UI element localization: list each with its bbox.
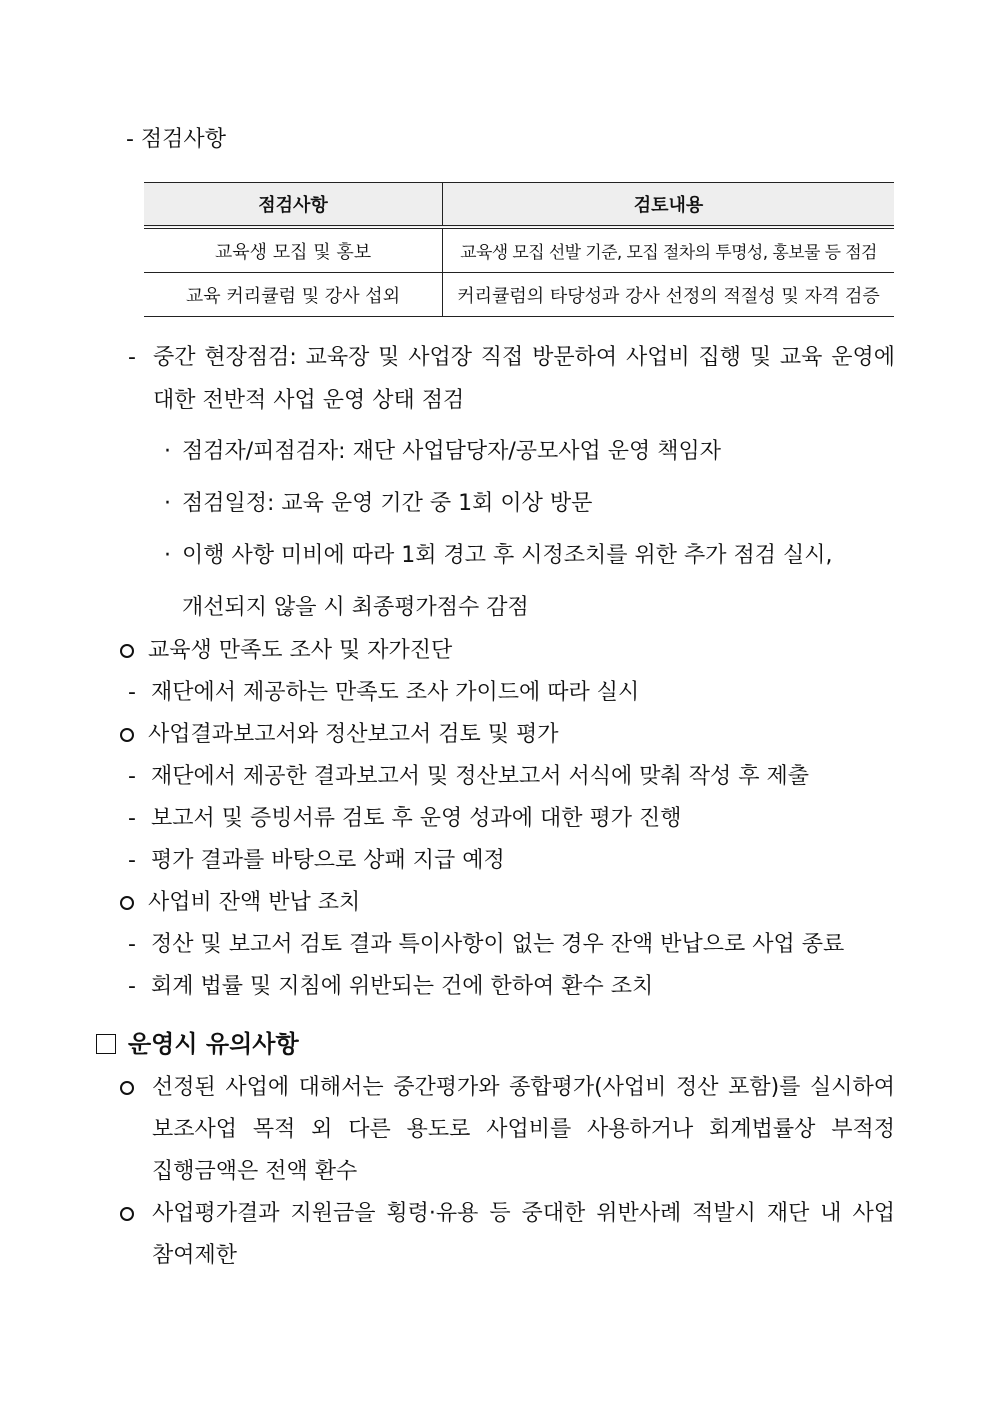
circle-bullet-icon	[120, 896, 134, 910]
table-cell: 교육생 모집 및 홍보	[144, 227, 443, 273]
circle-bullet-icon	[120, 728, 134, 742]
dash-marker: -	[128, 806, 136, 831]
table-cell: 교육생 모집 선발 기준, 모집 절차의 투명성, 홍보물 등 점검	[443, 227, 895, 273]
list-item: 회계 법률 및 지침에 위반되는 건에 한하여 환수 조치	[151, 974, 654, 999]
table-cell: 교육 커리큘럼 및 강사 섭외	[144, 273, 443, 317]
midterm-line-2: 대한 전반적 사업 운영 상태 점검	[153, 388, 465, 413]
section-label: - 점검사항	[126, 127, 226, 152]
dash-marker: -	[128, 345, 136, 370]
circle-bullet-icon	[120, 644, 134, 658]
list-item: 재단에서 제공한 결과보고서 및 정산보고서 서식에 맞춰 작성 후 제출	[151, 764, 809, 789]
dash-marker: -	[128, 974, 136, 999]
dash-marker: -	[128, 764, 136, 789]
list-item: 사업비 잔액 반납 조치	[120, 888, 360, 918]
list-item: 사업결과보고서와 정산보고서 검토 및 평가	[120, 720, 559, 750]
inspection-table	[144, 182, 894, 317]
list-item: 재단에서 제공하는 만족도 조사 가이드에 따라 실시	[151, 680, 640, 705]
checkbox-square-icon	[96, 1034, 116, 1054]
note-1-line-2: 보조사업 목적 외 다른 용도로 사업비를 사용하거나 회계법률상 부적정	[152, 1117, 895, 1142]
note-1-line-1: 선정된 사업에 대해서는 중간평가와 종합평가(사업비 정산 포함)를 실시하여	[152, 1075, 895, 1100]
table-header-row	[144, 183, 894, 228]
table-header-cell: 검토내용	[443, 183, 895, 228]
midterm-bullet-1: 점검자/피점검자: 재단 사업담당자/공모사업 운영 책임자	[182, 439, 722, 464]
dot-marker: ·	[164, 439, 171, 464]
midterm-bullet-2: 점검일정: 교육 운영 기간 중 1회 이상 방문	[182, 491, 593, 516]
dot-marker: ·	[164, 491, 171, 516]
dash-marker: -	[128, 932, 136, 957]
table-row	[144, 273, 894, 317]
list-item: 교육생 만족도 조사 및 자가진단	[120, 636, 452, 666]
section-heading: 운영시 유의사항	[96, 1029, 299, 1059]
note-1-line-3: 집행금액은 전액 환수	[152, 1159, 358, 1184]
note-2-line-2: 참여제한	[152, 1243, 238, 1268]
list-item: 정산 및 보고서 검토 결과 특이사항이 없는 경우 잔액 반납으로 사업 종료	[151, 932, 845, 957]
table-cell: 커리큘럼의 타당성과 강사 선정의 적절성 및 자격 검증	[443, 273, 895, 317]
dash-marker: -	[128, 680, 136, 705]
midterm-bullet-3-cont: 개선되지 않을 시 최종평가점수 감점	[182, 595, 529, 620]
table-row	[144, 227, 894, 273]
table-header-cell: 점검사항	[144, 183, 443, 228]
list-item: 평가 결과를 바탕으로 상패 지급 예정	[151, 848, 505, 873]
midterm-line-1: 중간 현장점검: 교육장 및 사업장 직접 방문하여 사업비 집행 및 교육 운영에	[153, 345, 895, 370]
note-2-line-1: 사업평가결과 지원금을 횡령·유용 등 중대한 위반사례 적발시 재단 내 사업	[152, 1201, 895, 1226]
dot-marker: ·	[164, 543, 171, 568]
circle-bullet-icon	[120, 1199, 148, 1229]
midterm-bullet-3: 이행 사항 미비에 따라 1회 경고 후 시정조치를 위한 추가 점검 실시,	[182, 543, 833, 568]
circle-bullet-icon	[120, 1073, 148, 1103]
dash-marker: -	[128, 848, 136, 873]
list-item: 보고서 및 증빙서류 검토 후 운영 성과에 대한 평가 진행	[151, 806, 682, 831]
